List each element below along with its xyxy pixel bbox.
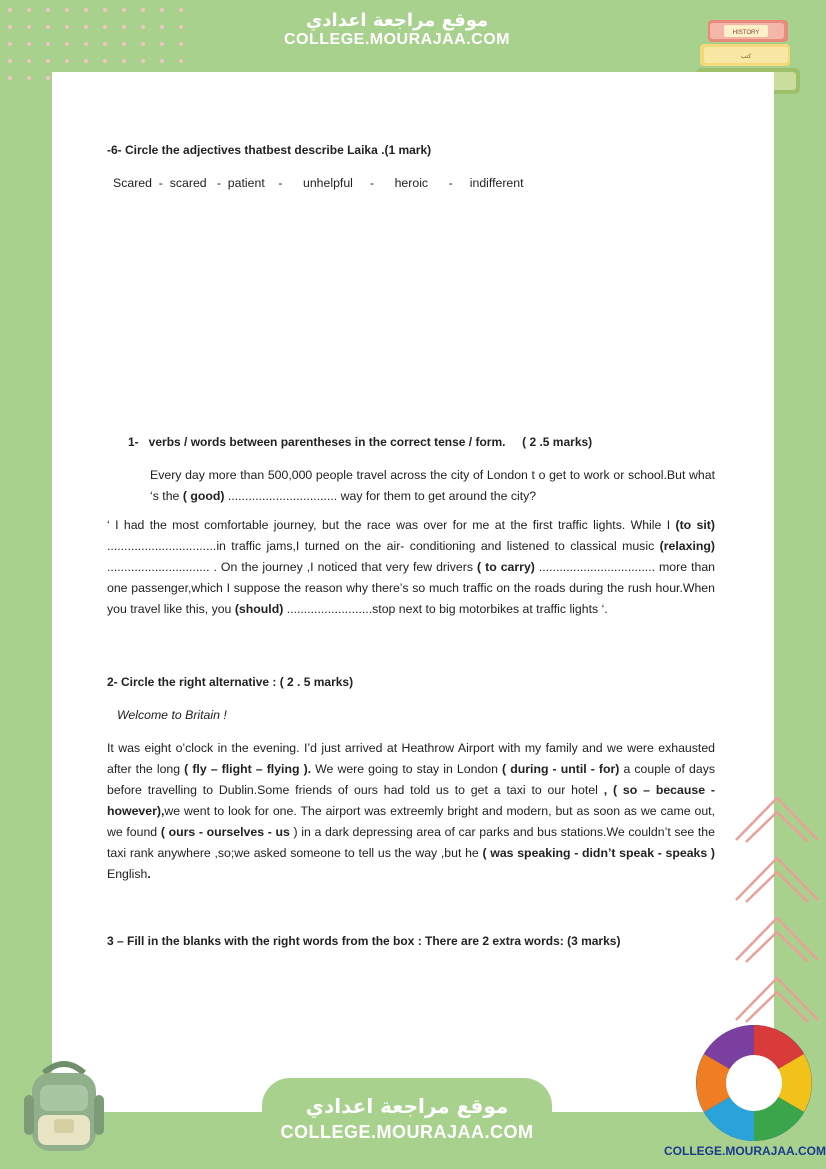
decorative-dot (46, 76, 50, 80)
q1-verb-3: ( to carry) (477, 560, 535, 574)
decorative-dot (160, 25, 164, 29)
q1-intro-blank: ................................ way for them to get around the city? (224, 489, 537, 503)
decorative-dot (46, 42, 50, 46)
subjects-wheel-logo-icon (693, 1022, 815, 1144)
decorative-dot (179, 42, 183, 46)
q1-text-d: .............................. . On the journey ,I noticed that very few drivers (107, 560, 477, 574)
q2-choice-5: ( was speaking - didn’t speak - speaks ) (482, 846, 716, 860)
decorative-dot (122, 42, 126, 46)
decorative-dot (103, 42, 107, 46)
decorative-dot (103, 25, 107, 29)
q2-text-1: It was eight o’clock in the evening. I’d just arrived at Heathrow Airport with my family and we were exhausted after the long (107, 741, 715, 776)
decorative-dot (160, 59, 164, 63)
q2-text-4: we went to look for one. The airport was extreemly bright and modern, but as soon as we came out, we found (107, 804, 715, 839)
decorative-dot (27, 42, 31, 46)
backpack-icon (14, 1055, 114, 1155)
decorative-dot (27, 25, 31, 29)
chevron-decoration-icon (734, 792, 820, 1052)
q2-text-5: ) in a dark depressing area of car parks and bus stations.We couldn’t see the taxi rank anywhere ,so;we asked someone to tell us the way ,but he (107, 825, 715, 860)
decorative-dot (46, 59, 50, 63)
decorative-dot (46, 25, 50, 29)
decorative-dot (84, 42, 88, 46)
book-label-1: HISTORY (732, 30, 760, 36)
decorative-dot (46, 8, 50, 12)
decorative-dot (122, 25, 126, 29)
q2-paragraph (107, 738, 715, 885)
decorative-dot (141, 8, 145, 12)
footer-site-latin[interactable]: COLLEGE.MOURAJAA.COM (280, 1122, 534, 1142)
q1-verb-4: (should) (234, 602, 284, 616)
q2-subtitle: Welcome to Britain ! (117, 708, 227, 722)
decorative-dot (179, 59, 183, 63)
header-site-arabic: موقع مراجعة اعدادي (305, 10, 489, 31)
q1-intro (107, 465, 715, 507)
footer-site-arabic: موقع مراجعة اعدادي (305, 1094, 509, 1118)
decorative-dot (84, 59, 88, 63)
decorative-dot (65, 42, 69, 46)
q1-text-c: ................................in traffic jams,I turned on the air- conditioning and listened to classical music (107, 539, 660, 553)
decorative-dot (65, 8, 69, 12)
decorative-dot (8, 25, 12, 29)
decorative-dot (103, 59, 107, 63)
decorative-dot (160, 8, 164, 12)
q1-paragraph (107, 515, 715, 620)
q2-choice-1: ( fly – flight – flying ). (184, 762, 312, 776)
q1-text-e: .................................. more than one passenger,which I suppose the reason why there’s so much traffic on the roads during the rush hour.When you travel like this, you (107, 560, 715, 616)
q2-choice-2: ( during - until - for) (502, 762, 620, 776)
q2-text-2: We were going to stay in London (311, 762, 503, 776)
decorative-dot (65, 59, 69, 63)
book-label-2: كتب (740, 53, 752, 60)
decorative-dot (122, 8, 126, 12)
decorative-dot (8, 42, 12, 46)
decorative-dot (27, 59, 31, 63)
decorative-dot (160, 42, 164, 46)
decorative-dot (103, 8, 107, 12)
q3-title: 3 – Fill in the blanks with the right words from the box : There are 2 extra words: (3 marks) (107, 934, 621, 948)
decorative-dot (141, 59, 145, 63)
q2-choice-3: , ( so – because - however), (107, 783, 715, 818)
decorative-dot (141, 42, 145, 46)
decorative-dot (122, 59, 126, 63)
decorative-dot (8, 76, 12, 80)
decorative-dot (8, 59, 12, 63)
q1-title: 1- verbs / words between parentheses in the correct tense / form. ( 2 .5 marks) (128, 435, 593, 449)
header-site-latin[interactable]: COLLEGE.MOURAJAA.COM (284, 31, 510, 48)
q1-text-f: .........................stop next to big motorbikes at traffic lights ‘. (283, 602, 608, 616)
q2-text-3: a couple of days before travelling to Dublin.Some friends of ours had told us to get a taxi to our hotel (107, 762, 715, 797)
q6-options: Scared - scared - patient - unhelpful - heroic - indifferent (113, 176, 524, 190)
q1-verb-1: (to sit) (675, 518, 715, 532)
q2-choice-4: ( ours - ourselves - us (160, 825, 290, 839)
q1-verb-2: (relaxing) (659, 539, 715, 553)
q2-text-6: English (107, 867, 148, 881)
decorative-dot (84, 8, 88, 12)
q1-text-a: ‘ I had the most comfortable journey, but the race was over for me at the first traffic lights. While I (107, 518, 676, 532)
decorative-dot (141, 25, 145, 29)
decorative-dot (84, 25, 88, 29)
q1-intro-verb: ( good) (182, 489, 225, 503)
decorative-dot (27, 8, 31, 12)
q2-period: . (147, 867, 151, 881)
q2-title: 2- Circle the right alternative : ( 2 . 5 marks) (107, 675, 354, 689)
q6-title: -6- Circle the adjectives thatbest describe Laika .(1 mark) (107, 143, 432, 157)
q1-intro-text: Every day more than 500,000 people travel across the city of London t o get to work or school.But what ‘s the (150, 468, 715, 503)
decorative-dot (65, 25, 69, 29)
header-banner (262, 4, 532, 64)
logo-site-text[interactable]: COLLEGE.MOURAJAA.COM (664, 1144, 826, 1158)
decorative-dot (27, 76, 31, 80)
decorative-dot (8, 8, 12, 12)
worksheet-content (107, 140, 715, 952)
footer-banner (262, 1078, 552, 1169)
decorative-dot (179, 25, 183, 29)
decorative-dot (179, 8, 183, 12)
